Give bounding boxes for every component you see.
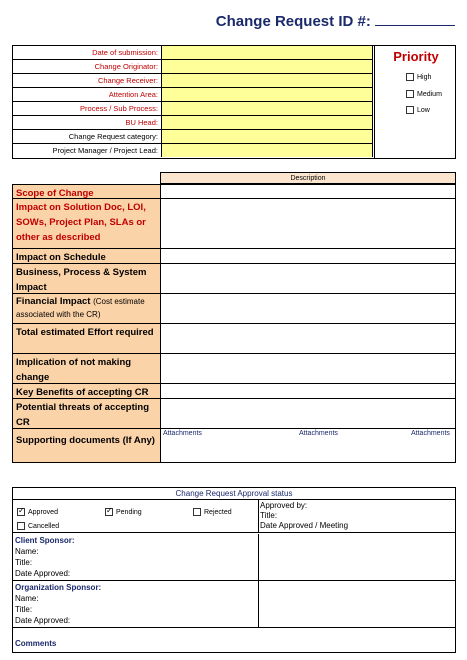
process-field[interactable] [161, 102, 373, 115]
attachments-area [161, 429, 455, 462]
business-impact-input[interactable] [161, 264, 455, 293]
bu-head-field[interactable] [161, 116, 373, 129]
status-rejected[interactable] [193, 508, 232, 517]
client-sponsor-name: Name: [15, 547, 39, 556]
organization-sponsor-name: Name: [15, 594, 39, 603]
row-label: Scope of Change [13, 185, 161, 198]
approved-title-label: Title: [260, 511, 278, 520]
priority-high[interactable] [406, 73, 431, 82]
row-impact-solution [12, 199, 456, 249]
implication-input[interactable] [161, 354, 455, 383]
status-cancelled-label: Cancelled [28, 523, 60, 530]
client-sponsor-title: Client Sponsor: [15, 536, 75, 545]
row-implication [12, 354, 456, 384]
organization-sponsor-date: Date Approved: [15, 616, 71, 625]
client-sponsor-section [13, 534, 455, 581]
row-supporting-docs [12, 429, 456, 463]
organization-sponsor-title-field: Title: [15, 605, 33, 614]
row-label: Potential threats of accepting CR [13, 399, 161, 428]
row-label: Impact on Schedule [13, 249, 161, 263]
date-of-submission-field[interactable] [161, 46, 373, 59]
attachment-link-1[interactable]: Attachments [163, 430, 202, 437]
row-potential-threats [12, 399, 456, 429]
approved-date-label: Date Approved / Meeting [260, 521, 349, 530]
priority-medium[interactable] [406, 90, 442, 99]
page-title [12, 12, 455, 36]
client-sponsor-block [13, 534, 259, 580]
approved-by-label: Approved by: [260, 501, 308, 510]
checkbox-icon[interactable] [193, 508, 201, 516]
field-row-bu-head [13, 116, 373, 130]
financial-impact-sub: (Cost estimate associated with the CR) [16, 297, 145, 319]
client-sponsor-date: Date Approved: [15, 569, 71, 578]
financial-impact-input[interactable] [161, 294, 455, 323]
key-benefits-input[interactable] [161, 384, 455, 398]
priority-high-label: High [417, 74, 432, 81]
row-label: Total estimated Effort required [13, 324, 161, 353]
scope-input[interactable] [161, 185, 455, 198]
checkbox-icon[interactable] [406, 73, 414, 81]
category-field[interactable] [161, 130, 373, 143]
field-row-process [13, 102, 373, 116]
status-rejected-label: Rejected [204, 509, 232, 516]
field-row-originator [13, 60, 373, 74]
row-label: Key Benefits of accepting CR [13, 384, 161, 398]
impact-solution-input[interactable] [161, 199, 455, 248]
request-info-table [12, 45, 456, 159]
field-label: Change Originator: [94, 62, 158, 71]
priority-low-label: Low [417, 107, 430, 114]
field-label: Change Request category: [68, 132, 158, 141]
request-id-blank[interactable] [375, 12, 455, 26]
row-label: Supporting documents (If Any) [13, 429, 161, 462]
financial-impact-label: Financial Impact [16, 296, 91, 307]
title-text: Change Request ID #: [215, 13, 371, 30]
field-label: Project Manager / Project Lead: [52, 146, 158, 155]
attachment-link-2[interactable]: Attachments [299, 430, 338, 437]
status-pending-label: Pending [116, 509, 142, 516]
organization-sponsor-title: Organization Sponsor: [15, 583, 102, 592]
change-receiver-field[interactable] [161, 74, 373, 87]
attachment-link-3[interactable]: Attachments [411, 430, 450, 437]
client-sponsor-title-field: Title: [15, 558, 33, 567]
checkbox-icon[interactable] [406, 106, 414, 114]
status-approved[interactable] [17, 508, 58, 517]
row-key-benefits [12, 384, 456, 399]
field-label: BU Head: [125, 118, 158, 127]
status-cancelled[interactable] [17, 522, 59, 531]
field-row-category [13, 130, 373, 144]
checkbox-checked-icon[interactable] [17, 508, 25, 516]
field-label: Process / Sub Process: [80, 104, 158, 113]
status-approved-label: Approved [28, 509, 58, 516]
checkbox-icon[interactable] [406, 90, 414, 98]
field-label: Change Receiver: [97, 76, 158, 85]
approval-options [13, 500, 259, 532]
field-row-receiver [13, 74, 373, 88]
change-originator-field[interactable] [161, 60, 373, 73]
attention-area-field[interactable] [161, 88, 373, 101]
row-scope [12, 184, 456, 199]
approval-status-row [13, 500, 455, 533]
field-row-date [13, 46, 373, 60]
approval-header: Change Request Approval status [13, 488, 455, 500]
row-total-effort [12, 324, 456, 354]
priority-medium-label: Medium [417, 91, 442, 98]
field-label: Date of submission: [92, 48, 158, 57]
row-label [13, 294, 161, 323]
approval-status-table [12, 487, 456, 653]
row-label: Business, Process & System Impact [13, 264, 161, 293]
impact-schedule-input[interactable] [161, 249, 455, 263]
field-label: Attention Area: [108, 90, 158, 99]
checkbox-checked-icon[interactable] [105, 508, 113, 516]
potential-threats-input[interactable] [161, 399, 455, 428]
comments-label: Comments [15, 639, 57, 648]
change-description-table [12, 172, 456, 463]
row-business-impact [12, 264, 456, 294]
field-row-pm [13, 144, 373, 158]
project-manager-field[interactable] [161, 144, 373, 157]
field-row-attention [13, 88, 373, 102]
row-impact-schedule [12, 249, 456, 264]
total-effort-input[interactable] [161, 324, 455, 353]
priority-panel [374, 46, 456, 158]
organization-sponsor-block [13, 581, 259, 627]
row-financial-impact [12, 294, 456, 324]
priority-low[interactable] [406, 106, 430, 115]
row-label: Impact on Solution Doc, LOI, SOWs, Project Plan, SLAs or other as described [13, 199, 161, 248]
description-header: Description [160, 172, 456, 184]
status-pending[interactable] [105, 508, 142, 517]
priority-title: Priority [393, 49, 439, 64]
row-label: Implication of not making change [13, 354, 161, 383]
checkbox-icon[interactable] [17, 522, 25, 530]
approved-by-block [260, 501, 348, 531]
organization-sponsor-section [13, 581, 455, 628]
